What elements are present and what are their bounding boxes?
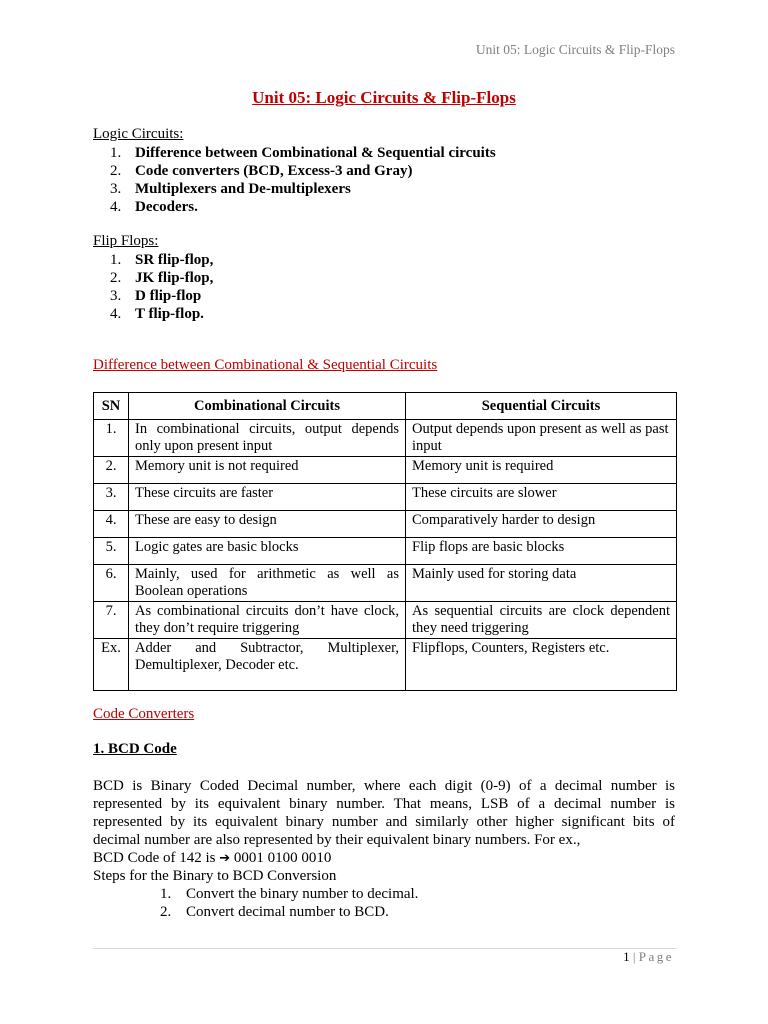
cell-sequential: Flip flops are basic blocks: [406, 538, 677, 565]
cell-sn: Ex.: [94, 639, 129, 691]
comparison-table: [93, 392, 677, 691]
cell-sn: 4.: [94, 511, 129, 538]
cell-combinational: Mainly, used for arithmetic as well as Boolean operations: [129, 565, 406, 602]
cell-sn: 7.: [94, 602, 129, 639]
cell-combinational: Logic gates are basic blocks: [129, 538, 406, 565]
list-item: 4. Decoders.: [110, 199, 198, 215]
table-row: [94, 511, 677, 538]
cell-sequential: Flipflops, Counters, Registers etc.: [406, 639, 677, 691]
list-item: 1. SR flip-flop,: [110, 252, 214, 268]
header-sn: SN: [94, 393, 129, 420]
footer-rule: [93, 948, 677, 949]
cell-sn: 5.: [94, 538, 129, 565]
list-item: 3. Multiplexers and De-multiplexers: [110, 181, 351, 197]
bcd-steps-intro: Steps for the Binary to BCD Conversion: [93, 868, 337, 884]
running-header: Unit 05: Logic Circuits & Flip-Flops: [475, 42, 675, 57]
bcd-steps-list: [160, 885, 418, 921]
table-row: [94, 457, 677, 484]
cell-sequential: Mainly used for storing data: [406, 565, 677, 602]
table-row: [94, 538, 677, 565]
page-number: 1: [623, 949, 630, 964]
cell-combinational: These are easy to design: [129, 511, 406, 538]
list-item: 1. Difference between Combinational & Sequential circuits: [110, 145, 496, 161]
cell-sn: 3.: [94, 484, 129, 511]
table-header-row: [94, 393, 677, 420]
bcd-paragraph: BCD is Binary Coded Decimal number, where each digit (0-9) of a decimal number is represented by its equivalent binary number. That means, LSB of a decimal number is represented by its equivalent binary number and similarly other higher significant bits of decimal number are also represented by their equivalent binary numbers. For ex.,: [93, 778, 675, 848]
flip-flops-label: Flip Flops:: [93, 233, 159, 249]
table-row: [94, 420, 677, 457]
arrow-right-icon: ➔: [219, 851, 231, 866]
cell-sequential: These circuits are slower: [406, 484, 677, 511]
cell-sequential: Comparatively harder to design: [406, 511, 677, 538]
cell-combinational: As combinational circuits don’t have clock, they don’t require triggering: [129, 602, 406, 639]
page-word: Page: [638, 949, 674, 964]
cell-sequential: Memory unit is required: [406, 457, 677, 484]
document-title: Unit 05: Logic Circuits & Flip-Flops: [252, 88, 516, 107]
list-item: 2. JK flip-flop,: [110, 270, 214, 286]
table-row: [94, 639, 677, 691]
bcd-example-value: 0001 0100 0010: [233, 850, 332, 866]
cell-sequential: Output depends upon present as well as past input: [406, 420, 677, 457]
cell-sn: 6.: [94, 565, 129, 602]
footer-separator: |: [632, 949, 636, 964]
header-combinational: Combinational Circuits: [129, 393, 406, 420]
difference-heading: Difference between Combinational & Sequential Circuits: [93, 357, 438, 373]
list-item: 2. Convert decimal number to BCD.: [160, 904, 389, 920]
list-item: 1. Convert the binary number to decimal.: [160, 886, 419, 902]
cell-combinational: Memory unit is not required: [129, 457, 406, 484]
cell-sn: 1.: [94, 420, 129, 457]
table-row: [94, 602, 677, 639]
page-footer: [623, 949, 674, 965]
cell-combinational: Adder and Subtractor, Multiplexer, Demultiplexer, Decoder etc.: [129, 639, 406, 691]
logic-circuits-label: Logic Circuits:: [93, 126, 184, 142]
bcd-heading: 1. BCD Code: [93, 741, 177, 757]
logic-circuits-list: [110, 144, 496, 216]
cell-sn: 2.: [94, 457, 129, 484]
header-sequential: Sequential Circuits: [406, 393, 677, 420]
cell-combinational: These circuits are faster: [129, 484, 406, 511]
list-item: 2. Code converters (BCD, Excess-3 and Gray): [110, 163, 413, 179]
code-converters-heading: Code Converters: [93, 706, 195, 722]
table-row: [94, 565, 677, 602]
list-item: 4. T flip-flop.: [110, 306, 204, 322]
list-item: 3. D flip-flop: [110, 288, 202, 304]
cell-combinational: In combinational circuits, output depends only upon present input: [129, 420, 406, 457]
bcd-example-prefix: BCD Code of 142 is: [93, 850, 216, 866]
cell-sequential: As sequential circuits are clock dependent they need triggering: [406, 602, 677, 639]
table-row: [94, 484, 677, 511]
bcd-example: [93, 849, 675, 868]
flip-flops-list: [110, 251, 213, 323]
